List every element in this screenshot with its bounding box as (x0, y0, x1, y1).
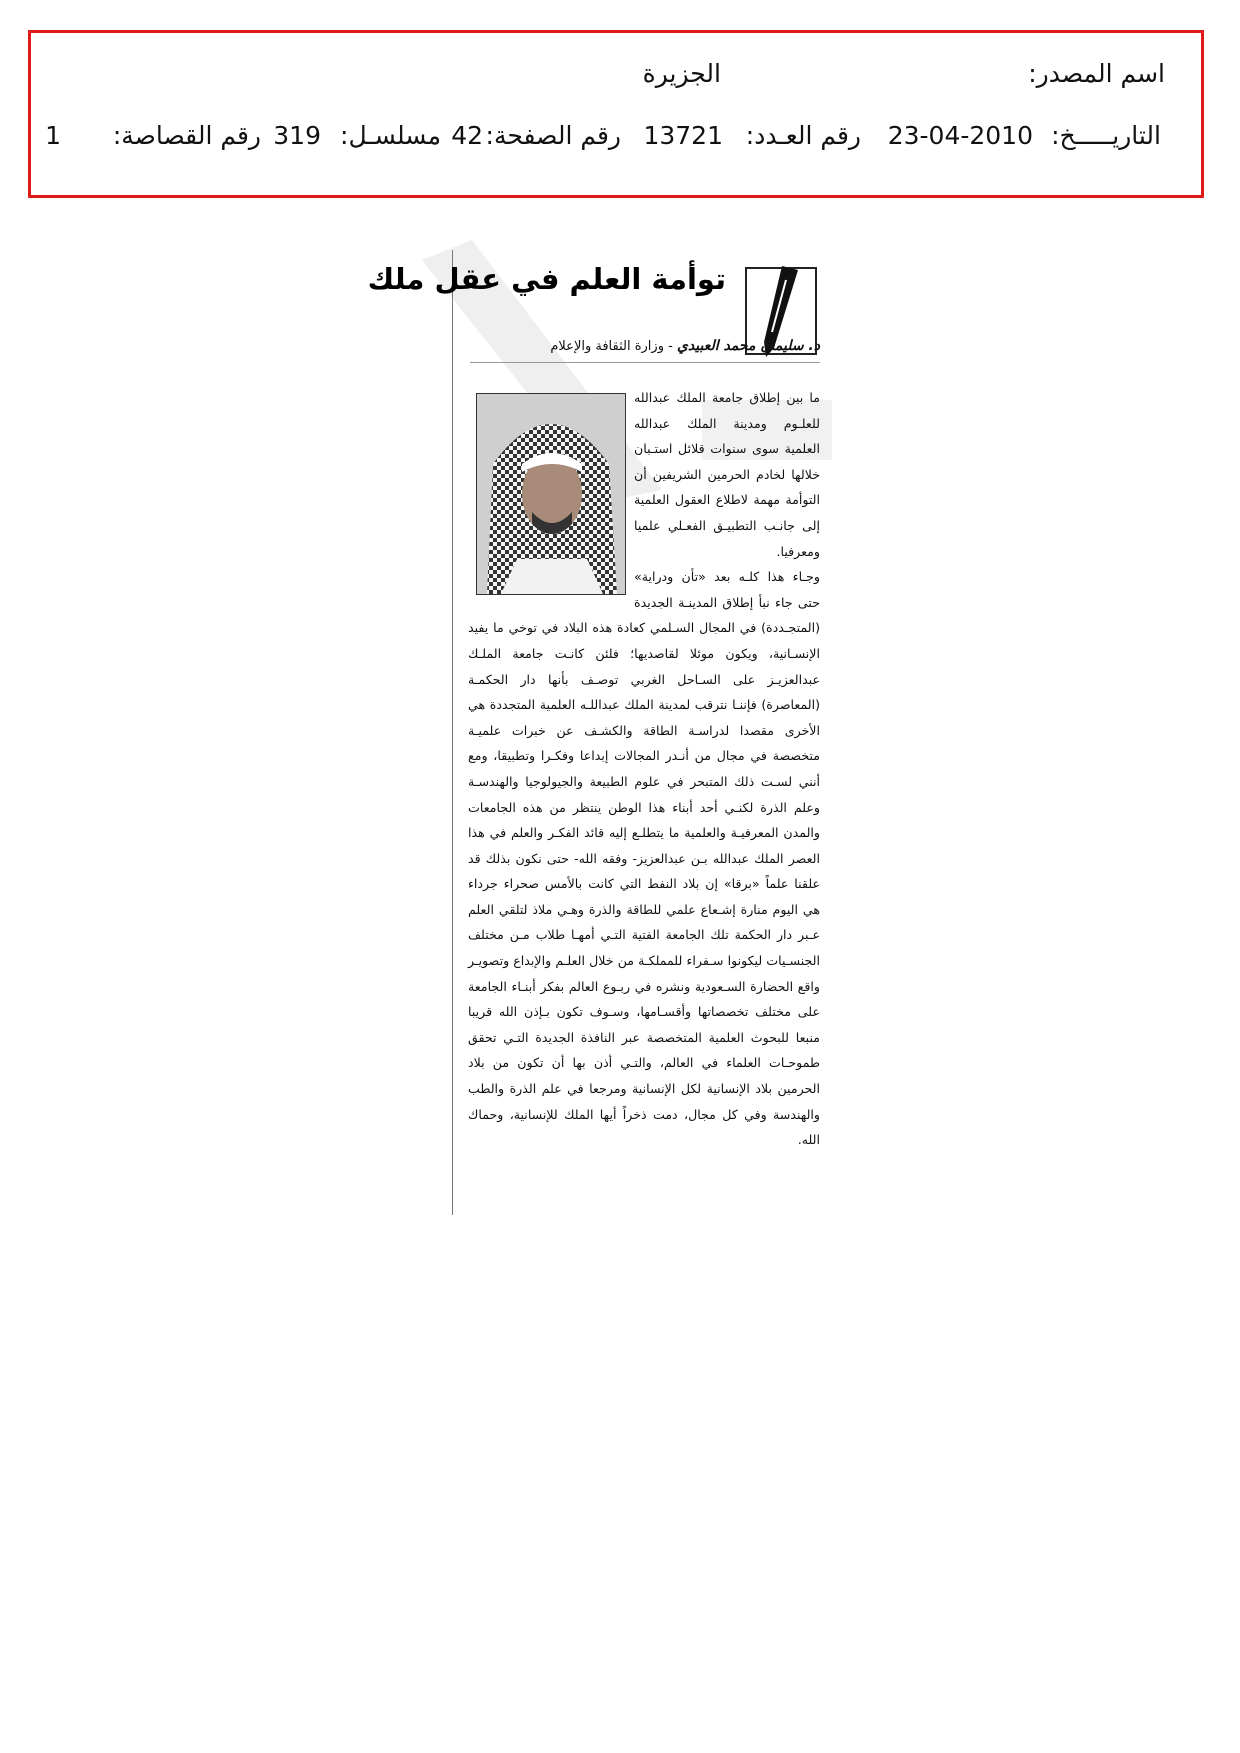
date-label: التاريـــــخ: (1051, 121, 1161, 150)
newspaper-clipping (367, 250, 832, 1215)
author-name: د. سليمان محمد العبيدي (676, 338, 820, 354)
issue-number-value: 13721 (643, 121, 723, 150)
source-value: الجزيرة (642, 59, 721, 88)
clipping-metadata-box (28, 30, 1204, 198)
serial-label: مسلسـل: (340, 121, 441, 150)
photo-spacer (468, 385, 634, 597)
article-paragraph: وجـاء هذا كلـه بعد «تأن ودراية» حتى جاء نبأ إطلاق المدينـة الجديدة (المتجـددة) في المجال السـلمي كعادة هذه البلاد في توخي ما يفيد الإنسـانية، ويكون موئلا لقاصديها؛ فلئن كانـت جامعة الملـك عبدالعزيـز على السـاحل الغربي توصـف بأنها دار الحكمـة (المعاصرة) فإننـا نترقب لمدينة الملك عبداللـه العلمية المتجددة هي الأخرى مقصدا لدراسـة الطاقة والكشـف عن خبرات علميـة متخصصة في مجال من أنـدر المجالات إبداعا وفكـرا وتطبيقا، ومع أنني لسـت ذلك المتبحر في علوم الطبيعة والجيولوجيا والهندسـة وعلم الذرة لكنـي أحد أبناء هذا الوطن ينتظر من هذه الجامعات والمدن المعرفيـة والعلمية ما يتطلـع إليه قائد الفكـر والعلم في هذا العصر الملك عبدالله بـن عبدالعزيز- وفقه الله- حتى نكون بذلك قد علقنا علماً «برقا» إن بلاد النفط التي كانت بالأمس صحراء جرداء هي اليوم منارة إشـعاع علمي للطاقة والذرة وهـي ملاذ لتلقي العلم عـبر دار الحكمة تلك الجامعة الفتية التـي أمهـا طلاب مـن مختلف الجنسـيات ليكونوا سـفراء للمملكـة من خلال العلـم والإبداع وتصويـر واقع الحضارة السـعودية ونشره في ربـوع العالم بفكر أبنـاء الجامعة على مختلف تخصصاتها وأقسـامها، وسـوف تكون بـإذن الله قريبا منبعا للبحوث العلمية المتخصصة عبر النافذة الجديدة التـي تحقق طموحـات العلماء في العالم، والتـي أذن بها أن تكون من بلاد الحرمين بلاد الإنسانية لكل الإنسانية ومرجعا في علم الذرة والطب والهندسة وفي كل مجال، دمت ذخراً أيها الملك للإنسانية، وحماك الله. (468, 569, 820, 1148)
clipping-number-value: 1 (45, 121, 61, 150)
article-body (468, 385, 820, 1153)
page-number-label: رقم الصفحة: (485, 121, 621, 150)
date-value: 23-04-2010 (887, 121, 1033, 150)
clipping-number-label: رقم القصاصة: (112, 121, 261, 150)
author-affiliation: - وزارة الثقافة والإعلام (550, 339, 677, 354)
title-underline (470, 362, 820, 363)
issue-number-label: رقم العـدد: (745, 121, 861, 150)
column-divider (452, 250, 453, 1215)
source-label: اسم المصدر: (1028, 59, 1165, 88)
byline (550, 338, 820, 354)
article-title: توأمة العلم في عقل ملك (367, 262, 726, 296)
serial-value: 319 (273, 121, 321, 150)
page-number-value: 42 (451, 121, 483, 150)
article-paragraph: ما بين إطلاق جامعة الملك عبدالله للعلـوم ومدينة الملك عبدالله العلمية سوى سنوات قلائل استـبان خلالها لخادم الحرمين الشريفين أن التوأمة مهمة لاطلاع العقول العلمية إلى جانـب التطبيـق الفعـلي علميا ومعرفيا. (634, 390, 820, 559)
